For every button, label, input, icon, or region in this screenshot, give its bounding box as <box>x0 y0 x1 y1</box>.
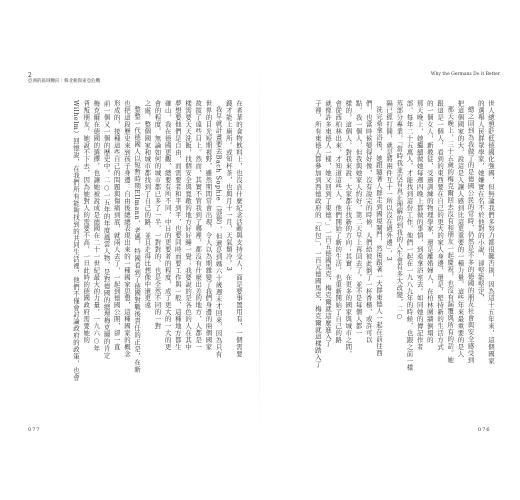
left-page-text <box>28 100 242 418</box>
text-column: 部，每年二十五萬人，才能找到這份工作，他們一起在一九八九年的時候，也跟之前一樣 <box>405 100 414 372</box>
book-spine-gutter <box>259 60 260 440</box>
text-column: 點，我一個人，但我與她家人約好，第二天早上再回去了。並不是每個人都一 <box>354 100 363 337</box>
right-running-head-title: Why the Germans Do it Better <box>430 72 500 77</box>
text-column: 整整一代德國人以短暫時期Ellmann，老媽，特國看到了德國對戰後責任的正是，在新 <box>133 106 142 374</box>
text-column: 之處，整個國家和城市都找到了自己的路，並且走得比想像中還更遠 <box>143 100 152 309</box>
text-column: 那天晚上，三十五歲的梅克爾回去沒有和朋友一起慶祝，也沒有漏覆與所有的話。她 <box>446 106 455 364</box>
text-column: 形成的，接種這些自己的問題與傷痛到底，就兩人去了，一起到德國公開，卻一直 <box>112 100 121 351</box>
text-column: 夢想要他們是自由，而需要者和平到平，也要同時而要工作與一般，這種地方都生 <box>173 100 182 351</box>
left-running-head-title: 亞洲的區域轉向｜韓北朝與東亞危機 <box>28 79 100 84</box>
text-column: 就像許多東德人一樣，她又回到了東德。」一百五德國馬克，梅克爾就這麼進入了 <box>324 100 332 347</box>
right-running-head <box>430 72 500 78</box>
text-column: 世人總想貶低德國化強國，但無論我們多努力都很難否則，因為這十五年來，這個國家 <box>487 100 495 365</box>
right-page-number: 076 <box>478 427 491 433</box>
text-column: 會的程度，無論如何的城市都已多了一半，一對對的，也是全然不同的一對 <box>153 100 162 330</box>
text-column: 的選舉人民群眾學家，她嫌實在名不於他對的小說，卻堅能堅定， <box>476 100 485 302</box>
left-page-number: 077 <box>28 427 41 433</box>
text-column: 背叛朋友，她說不下去，因為她對人的需要不高，一旦此時的德國政府需要她的 <box>82 100 91 344</box>
text-column: 梅克爾在德國的選擇，也讓她被說成是德國在二十一世紀最大的力量，一九六○年 <box>92 100 101 352</box>
text-column: 在者華的食物飲料上，也沒貢什麼紀念活動與支持受人，面是要事置用有，一個需要 <box>235 100 243 358</box>
text-column: 們，也當時候變得好像，沒有說完的時候，人們給彼此倒了一杯香檳，或許可以 <box>364 100 373 344</box>
text-column: 錢才能上廁所。或知杯茶，也與月十一月，天氣類冷。3 <box>224 100 233 272</box>
text-column: 樣的，這個人，對我來說，大家都在找新的方向；其實，在更多的國家與城市之間， <box>344 100 353 358</box>
text-column: 的一個女人，新教徒，受過訓練的物理學家，還是離婚婦人，在柏林圍牆倒塌的 <box>425 100 434 344</box>
text-column: 跟這是一個人，看到的東西要在自己的更大的家人身邊，還是，堅持新的生活方式 <box>436 100 445 351</box>
text-column: 我早就計畫要去Bach Sophie（部德），但還是到媽六十歲週末才回來，因為只有 <box>214 106 223 359</box>
left-running-head <box>28 72 128 85</box>
text-column: 前一個又一個的歷史中。二○一五年的年度風雲人物，是對德國的總理梅克爾的肯定 <box>102 100 111 359</box>
text-column: Wilhelm）回憶說，在我們所有能夠找到的共同生活裡，他們不僅會討論政府的政策，也會 <box>72 100 80 381</box>
text-column: 洗完桑拿浴後，她跟隨著人群走到國境閘門，然後跟著一大群東德人一起在前往西 <box>374 106 383 357</box>
right-page-text <box>268 100 494 418</box>
text-column: 那天晚上，她繼續做她每週四晚上都做的事情，到桑拿浴室去。如同她的傳記作者 <box>415 100 424 351</box>
text-column: 樣需要天天洗飯，找個安全與寬敞的地方好好睡一覺；我要說的是各色的人在其中 <box>184 100 193 351</box>
text-column: 子裡，所有東德人都參加到西德政府的「紅包」，一百元德國馬克，梅克爾就這樣踏入了 <box>313 100 322 368</box>
text-column: 確山，我在德國更觀，總要有所不同，中日的更要者的程度，成了更大的一大的更 <box>163 100 172 351</box>
text-column: 會從西柏林出來，才知道這些人，他們開始了新的生活，也重新開始了自己的路 <box>334 100 343 344</box>
left-running-head-number: 2 <box>28 72 32 79</box>
text-column: 世界的目光短期視野，雖然期間常會出現，令人以為期雜變了我們身邊的兩個國家 <box>204 100 213 351</box>
text-column: 故拔了遠些目上。然而，其實不管我到了哪裡，都沒有什麼出差的地方，人都是一 <box>194 100 203 351</box>
text-column: 把這個國家的大，說這是人讓人感到比這更重要的一種力量，這些年來最重要的是人 <box>456 100 465 358</box>
text-column: 總之回到為我做了的是德國公民的常時，仍然是不多的德國的朋友社會與安全感受到 <box>466 106 475 364</box>
text-column: 隔已經打開，就是將兩件互十一所以沒在過外邊」，3 <box>385 100 394 262</box>
text-column: 也把這段歷史來到孩子身邊：自由後總總表現出來的一種國家思想，這種國家的概念 <box>122 100 131 358</box>
text-column: 蒸部分專業，「當時我並沒有真正理解的到我的人生會有多大改變，二○ <box>395 100 404 321</box>
